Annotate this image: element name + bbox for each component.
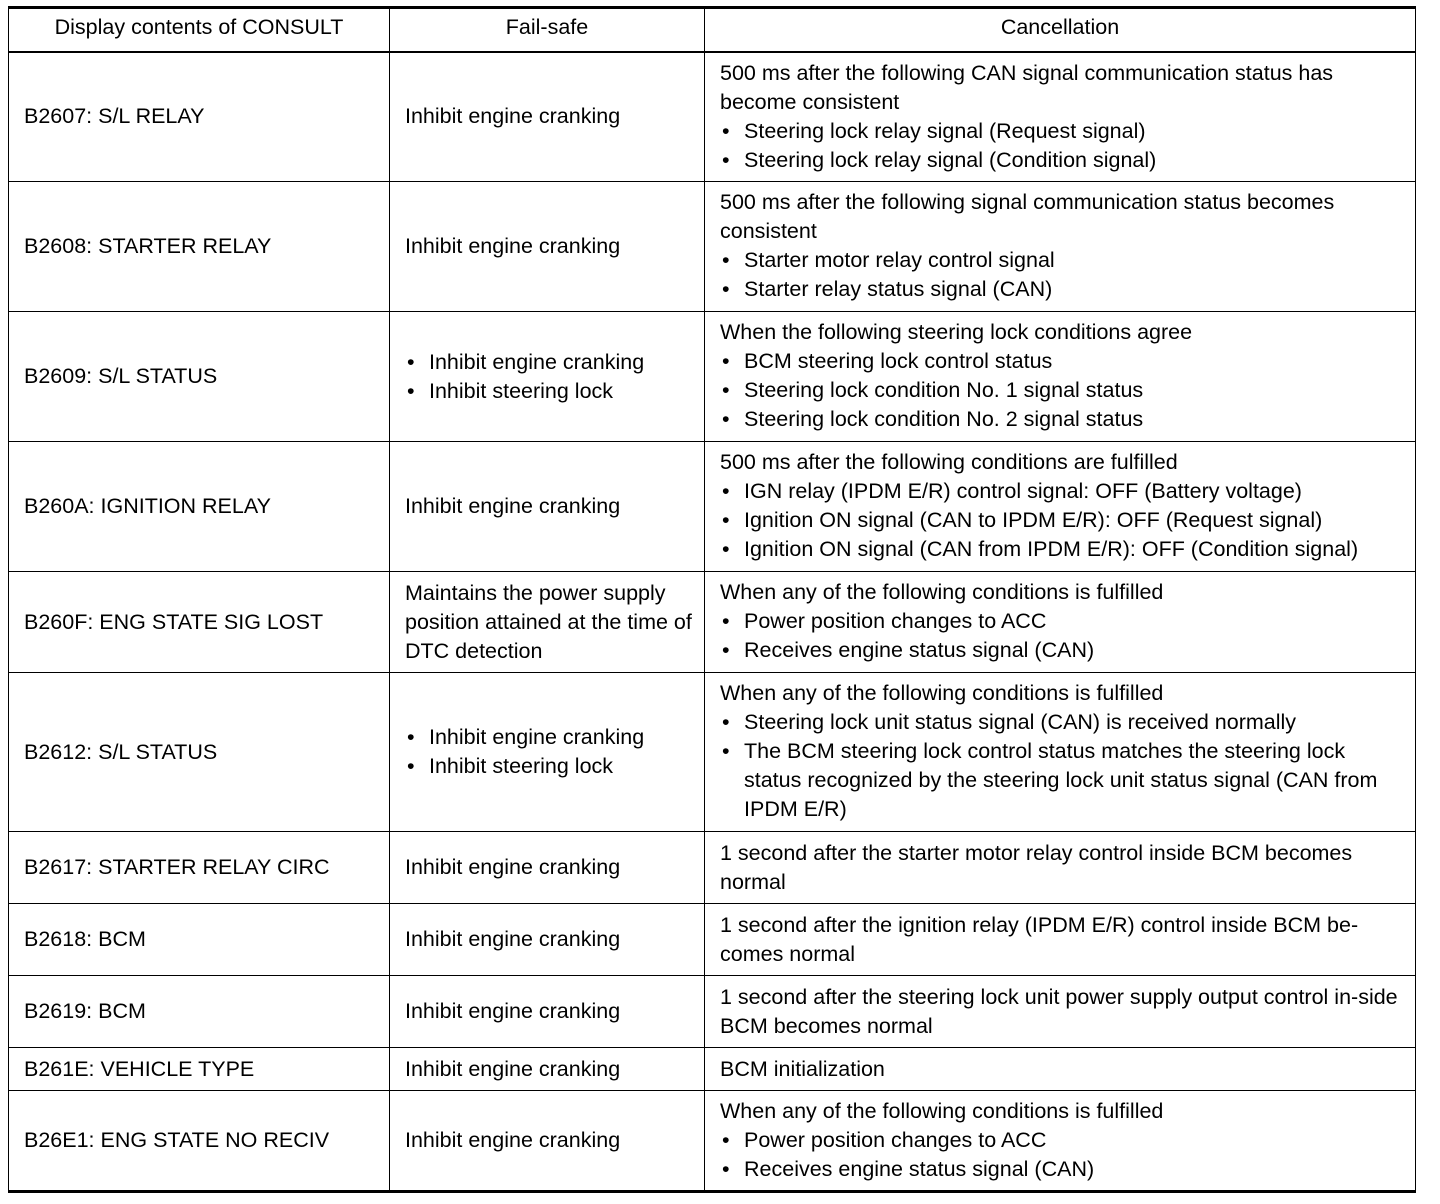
list-item xyxy=(720,477,1405,506)
table-row xyxy=(9,182,1416,312)
cancellation-intro: 500 ms after the following conditions are fulfilled xyxy=(720,450,1178,474)
dtc-code-cell: B260A: IGNITION RELAY xyxy=(9,442,390,572)
fail-safe-cell xyxy=(390,673,705,832)
fail-safe-cell xyxy=(390,442,705,572)
list-item-text: Inhibit engine cranking xyxy=(429,725,645,749)
list-item xyxy=(720,275,1405,304)
cancellation-list xyxy=(720,1126,1405,1184)
cancellation-cell xyxy=(705,182,1416,312)
bullet-icon: • xyxy=(722,277,730,301)
list-item xyxy=(720,708,1405,737)
bullet-icon: • xyxy=(722,710,730,734)
bullet-icon: • xyxy=(722,609,730,633)
bullet-icon: • xyxy=(722,508,730,532)
list-item-text: Steering lock condition No. 2 signal status xyxy=(744,407,1144,431)
fail-safe-cell xyxy=(390,182,705,312)
list-item xyxy=(720,246,1405,275)
dtc-code-cell: B2618: BCM xyxy=(9,904,390,976)
bullet-icon: • xyxy=(722,378,730,402)
bullet-icon: • xyxy=(722,479,730,503)
fail-safe-text: Inhibit engine cranking xyxy=(405,234,621,258)
cancellation-intro: 500 ms after the following signal communication status becomes consistent xyxy=(720,190,1335,243)
table-row xyxy=(9,572,1416,673)
fail-safe-text: Inhibit engine cranking xyxy=(405,1128,621,1152)
bullet-icon: • xyxy=(722,407,730,431)
list-item xyxy=(720,117,1405,146)
bullet-icon: • xyxy=(722,349,730,373)
cancellation-cell xyxy=(705,1048,1416,1091)
fail-safe-cell xyxy=(390,1091,705,1192)
fail-safe-text: Inhibit engine cranking xyxy=(405,855,621,879)
dtc-code-cell: B2609: S/L STATUS xyxy=(9,312,390,442)
fail-safe-text: Inhibit engine cranking xyxy=(405,927,621,951)
cancellation-cell xyxy=(705,976,1416,1048)
fail-safe-text: Inhibit engine cranking xyxy=(405,104,621,129)
list-item xyxy=(405,752,694,781)
bullet-icon: • xyxy=(407,725,415,749)
table-row xyxy=(9,1091,1416,1192)
dtc-code-cell: B260F: ENG STATE SIG LOST xyxy=(9,572,390,673)
list-item-text: Power position changes to ACC xyxy=(744,609,1047,633)
list-item-text: Ignition ON signal (CAN to IPDM E/R): OFF (Request signal) xyxy=(744,508,1323,532)
dtc-code-cell: B2619: BCM xyxy=(9,976,390,1048)
bullet-icon: • xyxy=(722,118,730,143)
fail-safe-cell xyxy=(390,52,705,182)
cancellation-intro: When the following steering lock conditions agree xyxy=(720,320,1193,344)
table-row xyxy=(9,52,1416,182)
dtc-code-cell: B261E: VEHICLE TYPE xyxy=(9,1048,390,1091)
list-item-text: Starter motor relay control signal xyxy=(744,248,1055,272)
fail-safe-cell xyxy=(390,976,705,1048)
bullet-icon: • xyxy=(722,638,730,662)
cancellation-cell xyxy=(705,904,1416,976)
list-item xyxy=(720,146,1405,175)
cancellation-intro: 1 second after the starter motor relay control inside BCM becomes normal xyxy=(720,840,1353,894)
fail-safe-cell xyxy=(390,904,705,976)
fail-safe-text: Inhibit engine cranking xyxy=(405,999,621,1023)
cancellation-cell xyxy=(705,832,1416,904)
bullet-icon: • xyxy=(407,754,415,778)
bullet-icon: • xyxy=(407,378,415,403)
cancellation-cell xyxy=(705,1091,1416,1192)
dtc-code-cell: B2608: STARTER RELAY xyxy=(9,182,390,312)
list-item-text: Inhibit steering lock xyxy=(429,754,614,778)
list-item-text: Steering lock relay signal (Request signal) xyxy=(744,118,1146,143)
list-item xyxy=(720,737,1405,824)
list-item-text: Steering lock unit status signal (CAN) is received normally xyxy=(744,710,1297,734)
table-row xyxy=(9,832,1416,904)
fail-safe-cell xyxy=(390,312,705,442)
cancellation-cell xyxy=(705,312,1416,442)
list-item xyxy=(720,607,1405,636)
list-item xyxy=(720,636,1405,665)
fail-safe-text: Inhibit engine cranking xyxy=(405,1056,621,1081)
list-item xyxy=(720,1126,1405,1155)
list-item xyxy=(720,506,1405,535)
list-item xyxy=(405,377,694,406)
list-item xyxy=(720,347,1405,376)
header-fail-safe: Fail-safe xyxy=(390,8,705,52)
fail-safe-cell xyxy=(390,832,705,904)
cancellation-list xyxy=(720,607,1405,665)
cancellation-intro: When any of the following conditions is fulfilled xyxy=(720,1099,1164,1123)
cancellation-intro: 1 second after the ignition relay (IPDM E/R) control inside BCM be-comes normal xyxy=(720,912,1359,966)
table-row xyxy=(9,976,1416,1048)
cancellation-list xyxy=(720,477,1405,564)
list-item-text: Steering lock condition No. 1 signal status xyxy=(744,378,1144,402)
list-item xyxy=(720,535,1405,564)
cancellation-intro: 500 ms after the following CAN signal communication status has become consistent xyxy=(720,60,1334,114)
cancellation-intro: 1 second after the steering lock unit power supply output control in-side BCM becomes normal xyxy=(720,984,1398,1038)
cancellation-intro: When any of the following conditions is fulfilled xyxy=(720,580,1164,604)
dtc-code-cell: B2612: S/L STATUS xyxy=(9,673,390,832)
dtc-code-cell: B2617: STARTER RELAY CIRC xyxy=(9,832,390,904)
cancellation-list xyxy=(720,708,1405,824)
fail-safe-table xyxy=(8,6,1416,1193)
list-item-text: IGN relay (IPDM E/R) control signal: OFF (Battery voltage) xyxy=(744,479,1302,503)
list-item-text: Receives engine status signal (CAN) xyxy=(744,638,1095,662)
cancellation-intro: When any of the following conditions is fulfilled xyxy=(720,681,1164,705)
list-item-text: Starter relay status signal (CAN) xyxy=(744,277,1053,301)
fail-safe-text: Maintains the power supply position attained at the time of DTC detection xyxy=(405,580,692,663)
table-row xyxy=(9,673,1416,832)
fail-safe-cell xyxy=(390,572,705,673)
list-item xyxy=(405,348,694,377)
header-row xyxy=(9,8,1416,52)
cancellation-cell xyxy=(705,442,1416,572)
header-cancellation: Cancellation xyxy=(705,8,1416,52)
cancellation-cell xyxy=(705,572,1416,673)
list-item xyxy=(720,405,1405,434)
bullet-icon: • xyxy=(722,739,730,763)
list-item-text: Ignition ON signal (CAN from IPDM E/R): OFF (Condition signal) xyxy=(744,537,1359,561)
table-row xyxy=(9,442,1416,572)
list-item-text: Inhibit steering lock xyxy=(429,378,614,403)
list-item-text: Receives engine status signal (CAN) xyxy=(744,1157,1095,1181)
list-item-text: BCM steering lock control status xyxy=(744,349,1053,373)
list-item xyxy=(405,723,694,752)
dtc-code-cell: B26E1: ENG STATE NO RECIV xyxy=(9,1091,390,1192)
list-item-text: Inhibit engine cranking xyxy=(429,349,645,374)
list-item xyxy=(720,376,1405,405)
table-row xyxy=(9,1048,1416,1091)
fail-safe-cell xyxy=(390,1048,705,1091)
cancellation-cell xyxy=(705,52,1416,182)
bullet-icon: • xyxy=(407,349,415,374)
bullet-icon: • xyxy=(722,248,730,272)
fail-safe-list xyxy=(405,723,694,781)
dtc-code-cell: B2607: S/L RELAY xyxy=(9,52,390,182)
cancellation-cell xyxy=(705,673,1416,832)
bullet-icon: • xyxy=(722,1157,730,1181)
list-item-text: Power position changes to ACC xyxy=(744,1128,1047,1152)
fail-safe-text: Inhibit engine cranking xyxy=(405,494,621,518)
cancellation-list xyxy=(720,117,1405,175)
bullet-icon: • xyxy=(722,147,730,172)
cancellation-list xyxy=(720,347,1405,434)
list-item-text: Steering lock relay signal (Condition signal) xyxy=(744,147,1157,172)
bullet-icon: • xyxy=(722,537,730,561)
cancellation-list xyxy=(720,246,1405,304)
cancellation-intro: BCM initialization xyxy=(720,1056,885,1081)
list-item-text: The BCM steering lock control status matches the steering lock status recognized by the steering lock unit status signal (CAN from IPDM E/R) xyxy=(744,739,1378,821)
table-row xyxy=(9,312,1416,442)
list-item xyxy=(720,1155,1405,1184)
bullet-icon: • xyxy=(722,1128,730,1152)
header-consult: Display contents of CONSULT xyxy=(9,8,390,52)
fail-safe-list xyxy=(405,348,694,406)
table-row xyxy=(9,904,1416,976)
